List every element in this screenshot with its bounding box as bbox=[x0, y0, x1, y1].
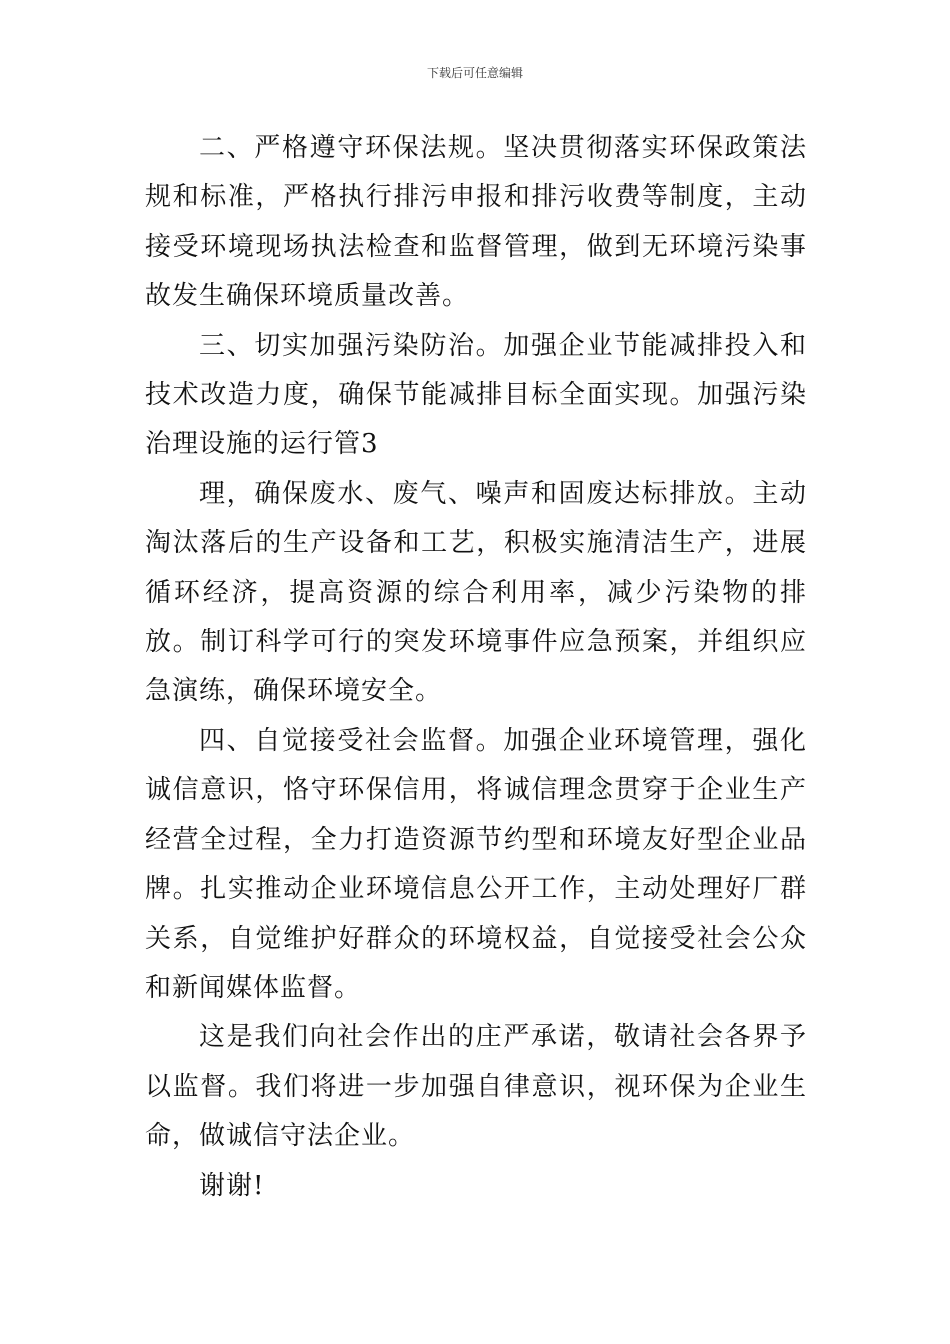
document-body bbox=[145, 124, 807, 1211]
paragraph-commitment: 这是我们向社会作出的庄严承诺，敬请社会各界予以监督。我们将进一步加强自律意识，视环保为企业生命，做诚信守法企业。 bbox=[145, 1022, 807, 1152]
paragraph-environmental-regulations: 二、严格遵守环保法规。坚决贯彻落实环保政策法规和标准，严格执行排污申报和排污收费等制度，主动接受环境现场执法检查和监督管理，做到无环境污染事故发生确保环境质量改善。 bbox=[145, 133, 807, 312]
paragraph-social-supervision: 四、自觉接受社会监督。加强企业环境管理，强化诚信意识，恪守环保信用，将诚信理念贯穿于企业生产经营全过程，全力打造资源节约型和环境友好型企业品牌。扎实推动企业环境信息公开工作，主动处理好厂群关系，自觉维护好群众的环境权益，自觉接受社会公众和新闻媒体监督。 bbox=[145, 725, 807, 1003]
paragraph-thanks: 谢谢! bbox=[199, 1170, 265, 1201]
page-header-note: 下载后可任意编辑 bbox=[426, 66, 523, 80]
paragraph-pollution-prevention-continued: 理，确保废水、废气、噪声和固废达标排放。主动淘汰落后的生产设备和工艺，积极实施清洁生产，进展循环经济，提高资源的综合利用率，减少污染物的排放。制订科学可行的突发环境事件应急预案，并组织应急演练，确保环境安全。 bbox=[145, 478, 807, 707]
paragraph-pollution-prevention: 三、切实加强污染防治。加强企业节能减排投入和技术改造力度，确保节能减排目标全面实现。加强污染治理设施的运行管3 bbox=[145, 330, 807, 460]
